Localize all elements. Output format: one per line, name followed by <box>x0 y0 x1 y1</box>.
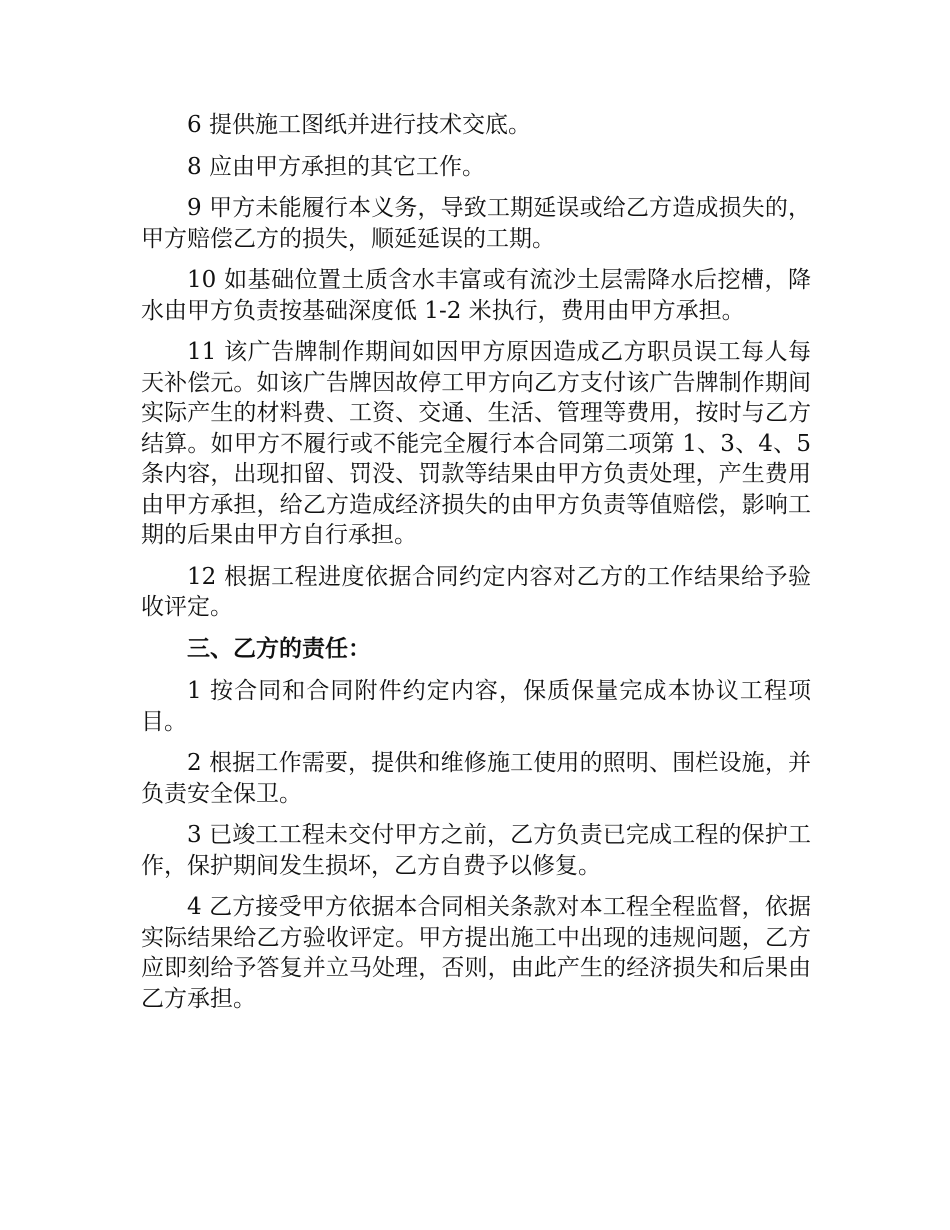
clause-9: 9 甲方未能履行本义务，导致工期延误或给乙方造成损失的，甲方赔偿乙方的损失，顺延延误的工期。 <box>141 195 811 252</box>
party-b-clause-2: 2 根据工作需要，提供和维修施工使用的照明、围栏设施，并负责安全保卫。 <box>141 750 811 807</box>
clause-10: 10 如基础位置土质含水丰富或有流沙土层需降水后挖槽，降水由甲方负责按基础深度低 1-2 米执行，费用由甲方承担。 <box>141 267 811 324</box>
clause-11: 11 该广告牌制作期间如因甲方原因造成乙方职员误工每人每天补偿元。如该广告牌因故停工甲方向乙方支付该广告牌制作期间实际产生的材料费、工资、交通、生活、管理等费用，按时与乙方结算。如甲方不履行或不能完全履行本合同第二项第 1、3、4、5 条内容，出现扣留、罚没、罚款等结果由甲方负责处理，产生费用由甲方承担，给乙方造成经济损失的由甲方负责等值赔偿，影响工期的后果由甲方自行承担。 <box>141 339 811 548</box>
clause-12: 12 根据工程进度依据合同约定内容对乙方的工作结果给予验收评定。 <box>141 563 811 620</box>
section-heading-party-b-responsibilities: 三、乙方的责任： <box>187 634 371 662</box>
party-b-clause-4: 4 乙方接受甲方依据本合同相关条款对本工程全程监督，依据实际结果给乙方验收评定。甲方提出施工中出现的违规问题，乙方应即刻给予答复并立马处理，否则，由此产生的经济损失和后果由乙方承担。 <box>141 894 811 1012</box>
party-b-clause-3: 3 已竣工工程未交付甲方之前，乙方负责已完成工程的保护工作，保护期间发生损坏，乙方自费予以修复。 <box>141 822 811 879</box>
document-page <box>141 110 811 1025</box>
clause-8: 8 应由甲方承担的其它工作。 <box>187 153 485 180</box>
clause-6: 6 提供施工图纸并进行技术交底。 <box>187 112 531 138</box>
party-b-clause-1: 1 按合同和合同附件约定内容，保质保量完成本协议工程项目。 <box>141 678 811 735</box>
